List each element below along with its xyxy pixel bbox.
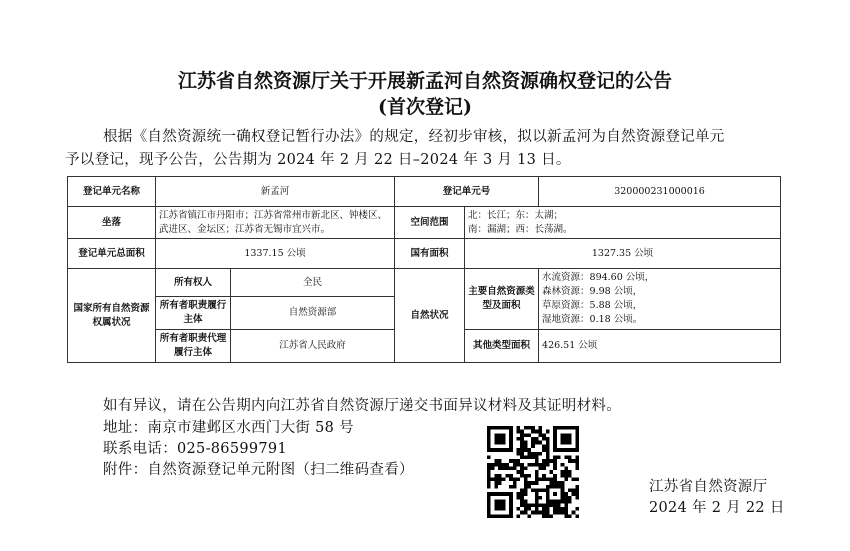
attachment-text: 附件：自然资源登记单元附图（扫二维码查看） (103, 462, 414, 478)
registration-table (67, 176, 781, 363)
natural-label: 自然状况 (395, 269, 465, 363)
qr-code-icon[interactable] (487, 426, 579, 518)
other-types-label: 其他类型面积 (465, 330, 539, 363)
main-type-item: 草原资源：5.88 公顷， (542, 300, 643, 311)
unit-name-value: 新孟河 (156, 177, 395, 207)
space-label: 空间范围 (395, 207, 465, 239)
duty-label: 所有者职责履行主体 (156, 297, 231, 330)
address-text: 地址：南京市建邺区水西门大街 58 号 (103, 420, 354, 436)
space-line-1: 北：长江；东：太湖； (468, 209, 564, 221)
intro-line-1: 根据《自然资源统一确权登记暂行办法》的规定，经初步审核，拟以新孟河为自然资源登记单元 (103, 129, 725, 145)
objection-text: 如有异议，请在公告期内向江苏省自然资源厅递交书面异议材料及其证明材料。 (103, 398, 621, 414)
unit-no-label: 登记单元号 (395, 177, 539, 207)
space-value (465, 207, 781, 239)
signature-date: 2024 年 2 月 22 日 (649, 500, 785, 516)
state-area-label: 国有面积 (395, 239, 465, 269)
phone-text: 联系电话：025-86599791 (103, 441, 287, 457)
total-area-value: 1337.15 公顷 (156, 239, 395, 269)
agent-value: 江苏省人民政府 (231, 330, 395, 363)
main-type-item: 水流资源：894.60 公顷， (542, 272, 655, 283)
other-types-value: 426.51 公顷 (539, 330, 781, 363)
total-area-label: 登记单元总面积 (68, 239, 156, 269)
main-types-value (539, 269, 781, 330)
location-label: 坐落 (68, 207, 156, 239)
signature-org: 江苏省自然资源厅 (649, 479, 768, 495)
owner-value: 全民 (231, 269, 395, 297)
agent-label: 所有者职责代理履行主体 (156, 330, 231, 363)
main-type-item: 湿地资源：0.18 公顷。 (542, 314, 643, 325)
main-type-item: 森林资源：9.98 公顷， (542, 286, 643, 297)
notice-subtitle: (首次登记) (378, 96, 472, 118)
unit-name-label: 登记单元名称 (68, 177, 156, 207)
location-value: 江苏省镇江市丹阳市；江苏省常州市新北区、钟楼区、武进区、金坛区；江苏省无锡市宜兴市。 (156, 207, 395, 239)
owner-label: 所有权人 (156, 269, 231, 297)
space-line-2: 南：漏湖；西：长荡湖。 (468, 223, 573, 235)
intro-line-2: 予以登记，现予公告，公告期为 2024 年 2 月 22 日–2024 年 3 月 13 日。 (65, 152, 571, 168)
main-types-label: 主要自然资源类型及面积 (465, 269, 539, 330)
notice-title: 江苏省自然资源厅关于开展新孟河自然资源确权登记的公告 (177, 70, 672, 92)
duty-value: 自然资源部 (231, 297, 395, 330)
ownership-label: 国家所有自然资源权属状况 (68, 269, 156, 363)
state-area-value: 1327.35 公顷 (465, 239, 781, 269)
unit-no-value: 320000231000016 (539, 177, 781, 207)
